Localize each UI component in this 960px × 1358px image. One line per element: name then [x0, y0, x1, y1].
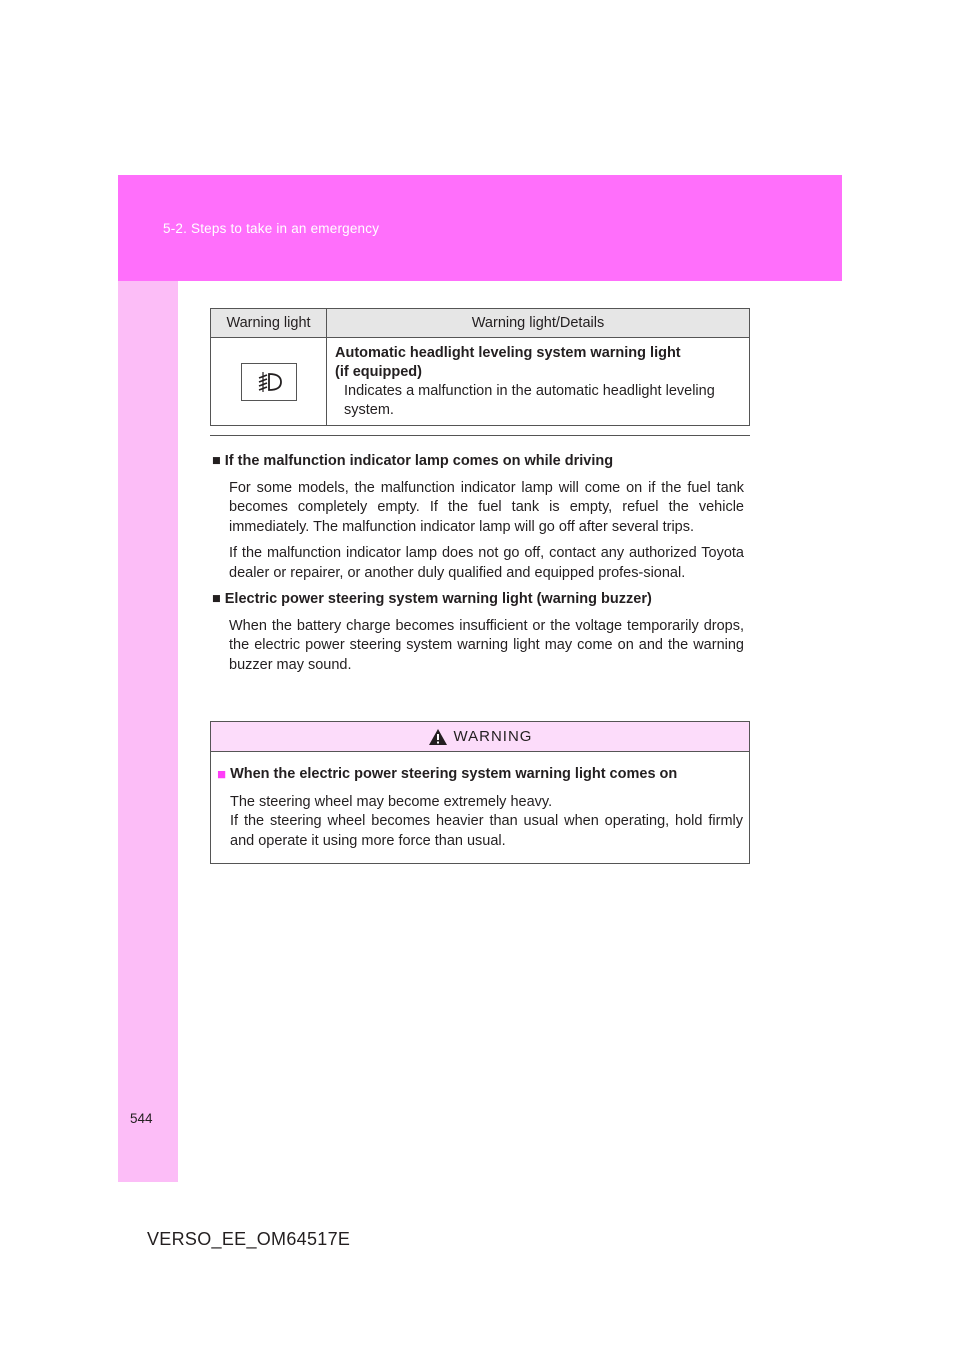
note-paragraph: If the malfunction indicator lamp does not go off, contact any authorized Toyota dealer or repairer, or another duly qualified and equipped profes-sional.: [229, 545, 744, 581]
note-heading: [212, 590, 744, 610]
detail-cell: [327, 338, 750, 426]
warning-triangle-icon: [428, 728, 448, 746]
warning-header: [211, 722, 749, 752]
detail-description: Indicates a malfunction in the automatic headlight leveling system.: [344, 383, 715, 418]
headlight-leveling-warning-icon: [241, 363, 297, 401]
note-heading-text: If the malfunction indicator lamp comes on while driving: [224, 453, 614, 469]
note-heading: [212, 452, 744, 472]
footer-code: VERSO_EE_OM64517E: [147, 1229, 351, 1249]
table-header-row: [211, 309, 750, 338]
square-bullet-icon: ■: [212, 591, 221, 607]
warning-light-table: [210, 308, 750, 426]
section-label: 5-2. Steps to take in an emergency: [163, 221, 380, 236]
side-band: [118, 175, 178, 1182]
note-power-steering: [212, 590, 744, 675]
note-heading-text: Electric power steering system warning light (warning buzzer): [224, 591, 652, 607]
divider: [210, 435, 750, 436]
warning-heading-text: When the electric power steering system warning light comes on: [230, 766, 678, 782]
warning-heading: [217, 765, 743, 785]
col-header-details: Warning light/Details: [327, 309, 750, 338]
table-row: [211, 338, 750, 426]
square-bullet-icon: ■: [217, 766, 227, 783]
warning-body: [211, 752, 749, 851]
page-number: 544: [130, 1111, 153, 1126]
note-malfunction-indicator: [212, 452, 744, 583]
warning-line-2: If the steering wheel becomes heavier than usual when operating, hold firmly and operate it using more force than usual.: [230, 813, 743, 849]
notes-section: [212, 452, 744, 682]
warning-paragraph: [230, 793, 743, 852]
detail-title-note: (if equipped): [335, 364, 422, 380]
icon-cell: [211, 338, 327, 426]
warning-label: WARNING: [453, 728, 533, 745]
warning-box: [210, 721, 750, 864]
note-paragraph: For some models, the malfunction indicator lamp will come on if the fuel tank becomes completely empty. If the fuel tank is empty, refuel the vehicle immediately. The malfunction indicator lamp will go off after several trips.: [229, 479, 744, 535]
square-bullet-icon: ■: [212, 453, 221, 469]
warning-line-1: The steering wheel may become extremely heavy.: [230, 793, 553, 810]
detail-title: Automatic headlight leveling system warning light: [335, 345, 681, 361]
note-paragraph: When the battery charge becomes insufficient or the voltage temporarily drops, the electric power steering system warning light may come on and the warning buzzer may sound.: [229, 617, 744, 673]
col-header-warning-light: Warning light: [211, 309, 327, 338]
